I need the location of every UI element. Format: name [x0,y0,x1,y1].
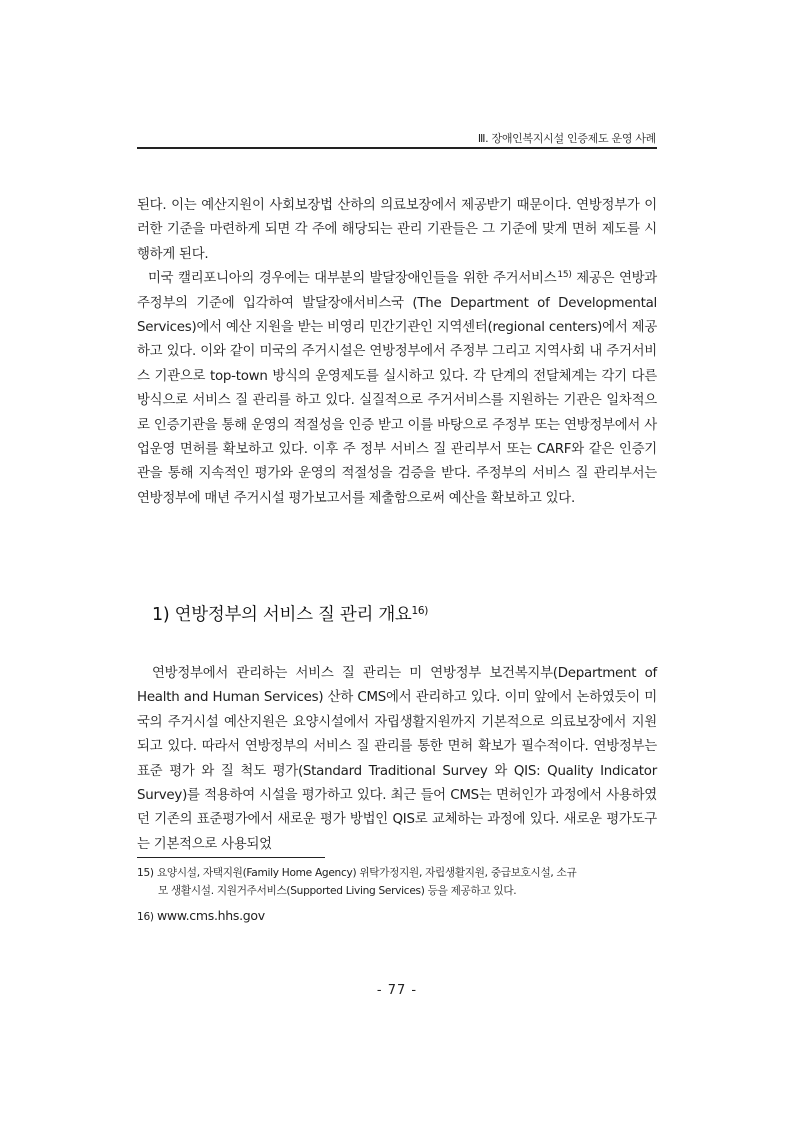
footnote-15-line1 [137,864,657,882]
running-header: Ⅲ. 장애인복지시설 인증제도 운영 사례 [477,132,656,145]
section-heading-text: 1) 연방정부의 서비스 질 관리 개요 [152,605,412,625]
federal-section-body [137,662,657,857]
footnote-ref-15[interactable]: 15) [557,270,572,281]
footnote-16 [137,907,657,926]
footnote-16-link[interactable]: www.cms.hhs.gov [157,908,265,923]
intro-paragraph: 된다. 이는 예산지원이 사회보장법 산하의 의료보장에서 제공받기 때문이다. 연방정부가 이러한 기준을 마련하게 되면 각 주에 해당되는 관리 기관들은 그 기준에 맞게 면허 제도를 시행하게 된다. [137,198,657,262]
footnote-ref-16[interactable]: 16) [411,605,429,617]
page-number: - 77 - [376,983,418,998]
california-text-start: 미국 캘리포니아의 경우에는 대부분의 발달장애인들을 위한 주거서비스 [148,271,557,287]
california-paragraph [137,267,657,511]
footnote-15-line2: 모 생활시설. 지원거주서비스(Supported Living Services) 등을 제공하고 있다. [158,885,517,897]
federal-paragraph: 연방정부에서 관리하는 서비스 질 관리는 미 연방정부 보건복지부(Department of Health and Human Services) 산하 CMS에서 관리하고 있다. 이미 앞에서 논하였듯이 미국의 주거시설 예산지원은 요양시설에서 자립생활지원까지 기본적으로 의료보장에서 지원되고 있다. 따라서 연방정부의 서비스 질 관리를 통한 면허 확보가 필수적이다. 연방정부는 표준 평가 와 질 척도 평가(Standard Traditional Survey 와 QIS: Quality Indicator Survey)를 적용하여 시설을 평가하고 있다. 최근 들어 CMS는 면허인가 과정에서 사용하였던 기존의 표준평가에서 새로운 평가 방법인 QIS로 교체하는 과정에 있다. 새로운 평가도구는 기본적으로 사용되었 [137,666,657,852]
footnote-16-number: 16) [137,911,154,923]
california-text-rest: 제공은 연방과 주정부의 기준에 입각하여 발달장애서비스국 (The Department of Developmental Services)에서 예산 지원을 받는 비영리 민간기관인 지역센터(regional centers)에서 제공하고 있다. 이와 같이 미국의 주거시설은 연방정부에서 주정부 그리고 지역사회 내 주거서비스 기관으로 top-town 방식의 운영제도를 실시하고 있다. 각 단계의 전달체계는 각기 다른 방식으로 서비스 질 관리를 하고 있다. 실질적으로 주거서비스를 지원하는 기관은 일차적으로 인증기관을 통해 운영의 적절성을 인증 받고 이를 바탕으로 주정부 또는 연방정부에서 사업운영 면허를 확보하고 있다. 이후 주 정부 서비스 질 관리부서 또는 CARF와 같은 인증기관을 통해 지속적인 평가와 운영의 적절성을 검증을 받다. 주정부의 서비스 질 관리부서는 연방정부에 매년 주거시설 평가보고서를 제출함으로써 예산을 확보하고 있다. [137,271,657,506]
section-heading [152,601,428,626]
footnote-separator [137,857,325,858]
footnote-15-text: 요양시설, 자택지원(Family Home Agency) 위탁가정지원, 자립생활지원, 중급보호시설, 소규 [157,867,577,879]
footnote-15 [137,864,657,900]
body-text [137,194,657,511]
header-rule [137,147,657,149]
footnote-15-number: 15) [137,867,154,879]
